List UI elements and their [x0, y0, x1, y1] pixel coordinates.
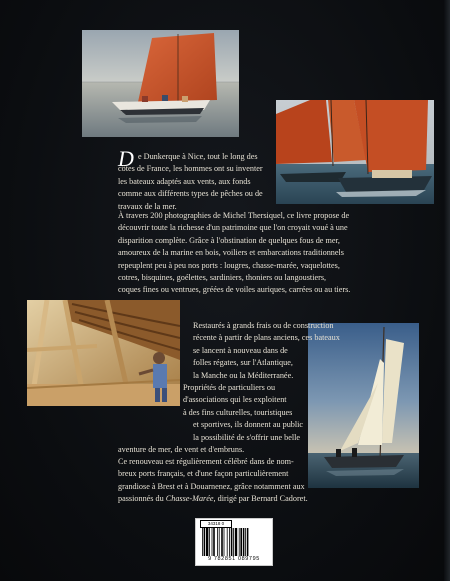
text-line: amoureux de la marine en bois, voiliers et embarcations traditionnels	[118, 248, 344, 258]
text-line: travaux de la mer.	[118, 201, 177, 211]
text-line: cotres, bisquines, goélettes, sardiniers, thoniers ou langoustiers,	[118, 273, 327, 283]
barcode-bar	[239, 528, 240, 556]
barcode-bar	[243, 528, 245, 556]
product-code: 34318 0	[200, 520, 232, 528]
barcode-bar	[217, 528, 218, 556]
text-line: disparition complète. Grâce à l'obstination de quelques fous de mer,	[118, 235, 340, 245]
restoration-paragraph	[183, 320, 340, 444]
text-line: d'associations qui les exploitent	[183, 395, 287, 405]
text-line: se lancent à nouveau dans de	[193, 345, 288, 355]
barcode-bar	[209, 528, 210, 556]
text-line: découvrir toute la richesse d'un patrimoine que l'on croyait voué à une	[118, 223, 348, 233]
text-line: Propriétés de particuliers ou	[183, 383, 276, 393]
text-line: récente à partir de plans anciens, ces bateaux	[193, 333, 340, 343]
barcode-bar	[202, 528, 203, 556]
photo-red-sail-boat	[82, 30, 239, 137]
text-line: à des fins culturelles, touristiques	[183, 407, 293, 417]
barcode-bar	[231, 528, 233, 556]
barcode-bar	[233, 528, 234, 556]
text-line: et sportives, ils donnent au public	[193, 420, 304, 430]
description-paragraph	[118, 210, 350, 297]
text-segment: passionnés du	[118, 494, 166, 504]
text-line: grandiose à Brest et à Douarnenez, grâce notamment aux	[118, 481, 305, 491]
isbn-barcode	[195, 518, 273, 566]
text-line: coques fines ou ventrues, gréées de voiles auriques, carrées ou au tiers.	[118, 285, 351, 295]
text-line: Restaurés à grands frais ou de construction	[193, 321, 334, 330]
dropcap-letter: D	[118, 146, 134, 171]
barcode-bar	[212, 528, 213, 556]
cover-edge	[444, 0, 450, 581]
barcode-bar	[219, 528, 220, 556]
barcode-bar	[247, 528, 249, 556]
text-line: À travers 200 photographies de Michel Thersiquel, ce livre propose de	[118, 211, 350, 220]
text-line: e Dunkerque à Nice, tout le long des	[138, 152, 258, 161]
text-line: repeuplent peu à peu nos ports : lougres, chasse-marée, vaquelottes,	[118, 260, 340, 270]
barcode-bar	[240, 528, 242, 556]
barcode-bar	[227, 528, 228, 556]
isbn-number: 9 782851 089795	[208, 556, 260, 562]
text-line: aventure de mer, de vent et d'embruns.	[118, 445, 245, 454]
text-line: la Manche ou la Méditerranée.	[193, 370, 294, 380]
barcode-bar	[245, 528, 246, 556]
barcode-bar	[235, 528, 237, 556]
celebration-paragraph	[118, 456, 308, 506]
barcode-bar	[224, 528, 225, 556]
barcode-bar	[213, 528, 215, 556]
magazine-title: Chasse-Marée	[165, 494, 214, 504]
barcode-bars	[202, 528, 266, 556]
photo-shipwright	[27, 300, 180, 406]
barcode-bar	[204, 528, 206, 556]
restoration-paragraph-end	[118, 444, 244, 456]
text-line: la possibilité de s'offrir une belle	[193, 432, 301, 442]
photo-red-sail-regatta	[276, 100, 434, 204]
text-line: Ce renouveau est régulièrement célébré dans de nom-	[118, 457, 294, 466]
text-line: côtes de France, les hommes ont su inventer	[118, 164, 263, 174]
text-line: breux ports français, et d'une façon particulièrement	[118, 469, 289, 479]
text-segment: , dirigé par Bernard Cadoret.	[213, 494, 308, 504]
text-line: folles régates, sur l'Atlantique,	[193, 358, 293, 368]
text-line: les bateaux adaptés aux vents, aux fonds	[118, 176, 251, 186]
barcode-bar	[206, 528, 208, 556]
barcode-bar	[221, 528, 223, 556]
text-line	[118, 493, 308, 505]
text-line: comme aux différents types de pêches ou de	[118, 189, 263, 199]
intro-paragraph	[118, 151, 263, 213]
barcode-bar	[229, 528, 230, 556]
